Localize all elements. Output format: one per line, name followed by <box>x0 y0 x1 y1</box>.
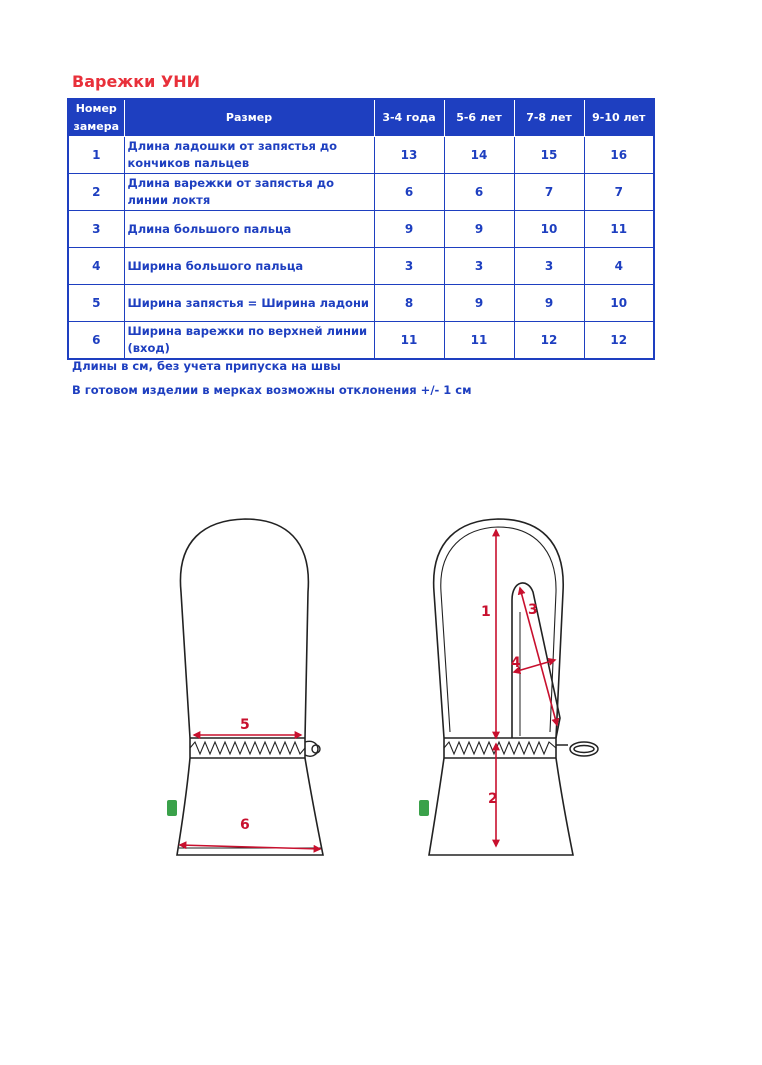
row-value: 11 <box>584 211 654 248</box>
row-value: 11 <box>444 322 514 360</box>
row-number: 3 <box>68 211 124 248</box>
row-value: 13 <box>374 137 444 174</box>
row-value: 12 <box>584 322 654 360</box>
row-number: 2 <box>68 174 124 211</box>
row-value: 6 <box>374 174 444 211</box>
row-value: 10 <box>584 285 654 322</box>
header-size: Размер <box>124 99 374 137</box>
row-value: 9 <box>374 211 444 248</box>
row-value: 16 <box>584 137 654 174</box>
mitten-palm-inner-outline <box>441 527 556 732</box>
mitten-back-view <box>177 519 323 855</box>
row-name: Длина ладошки от запястья до кончиков пальцев <box>124 137 374 174</box>
measure-label-2: 2 <box>488 791 498 807</box>
row-value: 7 <box>584 174 654 211</box>
page-title: Варежки УНИ <box>72 72 200 91</box>
row-value: 9 <box>444 285 514 322</box>
mitten-back-outline <box>177 519 323 855</box>
header-size-9-10: 9-10 лет <box>584 99 654 137</box>
measure-label-4: 4 <box>511 655 521 671</box>
row-number: 4 <box>68 248 124 285</box>
measure-label-6: 6 <box>240 817 250 833</box>
mitten-palm-view <box>429 519 573 855</box>
row-value: 3 <box>444 248 514 285</box>
header-size-5-6: 5-6 лет <box>444 99 514 137</box>
label-tag-icon <box>419 800 429 816</box>
measure-label-5: 5 <box>240 717 250 733</box>
row-value: 12 <box>514 322 584 360</box>
row-value: 9 <box>444 211 514 248</box>
header-size-7-8: 7-8 лет <box>514 99 584 137</box>
header-measure-number: Номер замера <box>68 99 124 137</box>
row-number: 1 <box>68 137 124 174</box>
measure-label-1: 1 <box>481 604 491 620</box>
label-tag-icon <box>167 800 177 816</box>
row-value: 3 <box>514 248 584 285</box>
palm-cuff-zigzag <box>444 742 556 754</box>
row-name: Ширина запястья = Ширина ладони <box>124 285 374 322</box>
measure-label-3: 3 <box>528 602 538 618</box>
row-value: 6 <box>444 174 514 211</box>
row-number: 6 <box>68 322 124 360</box>
note-units: Длины в см, без учета припуска на швы <box>72 359 341 373</box>
row-name: Ширина варежки по верхней линии (вход) <box>124 322 374 360</box>
measure-line-3 <box>520 588 557 725</box>
loop-icon <box>305 741 320 756</box>
row-value: 10 <box>514 211 584 248</box>
row-value: 8 <box>374 285 444 322</box>
row-value: 9 <box>514 285 584 322</box>
row-name: Ширина большого пальца <box>124 248 374 285</box>
note-tolerance: В готовом изделии в мерках возможны отклонения +/- 1 см <box>72 383 472 397</box>
header-size-3-4: 3-4 года <box>374 99 444 137</box>
row-value: 7 <box>514 174 584 211</box>
row-name: Длина большого пальца <box>124 211 374 248</box>
row-name: Длина варежки от запястья до линии локтя <box>124 174 374 211</box>
carabiner-icon <box>556 742 598 756</box>
cuff-zigzag <box>190 742 305 754</box>
row-value: 3 <box>374 248 444 285</box>
row-value: 15 <box>514 137 584 174</box>
row-value: 4 <box>584 248 654 285</box>
row-value: 14 <box>444 137 514 174</box>
row-value: 11 <box>374 322 444 360</box>
row-number: 5 <box>68 285 124 322</box>
